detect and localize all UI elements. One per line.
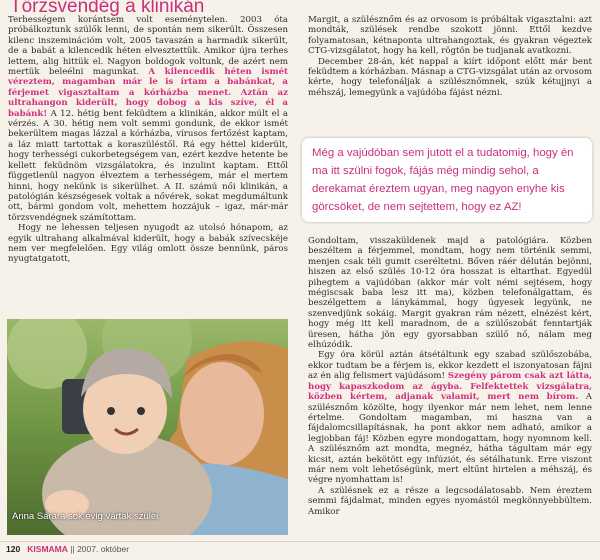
paragraph <box>308 350 592 485</box>
magazine-name: KISMAMA <box>27 544 68 554</box>
body-text: Egy óra körül aztán átsétáltunk egy szabad szülőszobába, ekkor tudtam be a férjem is, ekkor kezdett el iszonyatosan fájni az én alig felismert vajúdásom! <box>308 350 592 382</box>
column-right-top <box>308 15 592 98</box>
page-number: 120 <box>6 544 21 554</box>
paragraph: Hogy ne lehessen teljesen nyugodt az utolsó hónapom, az egyik ultrahang alkalmával kiderült, hogy a babák szívecskéje nem ver megfelelően. Egy világ omlott össze bennünk, páros nyugtatgatott, <box>8 223 288 265</box>
issue-date: 2007. október <box>77 544 130 554</box>
article-title: Törzsvendég a klinikán <box>10 0 205 17</box>
footer-separator: || <box>70 544 75 554</box>
paragraph <box>8 15 288 223</box>
pull-quote-box <box>302 138 592 222</box>
highlight-text: Szegény párom csak azt látta, hogy kapaszkodom az ágyba. Felfektettek vizsgálatra, közben kértem, adjanak valamit, mert nem bírom. <box>308 371 593 403</box>
photo-caption: Anna Sárára sok évig vártak szülei <box>12 511 159 522</box>
footer-divider <box>0 541 600 542</box>
paragraph: Gondoltam, visszaküldenek majd a patológiára. Közben beszéltem a férjemmel, mondtam, hogy nem történik semmi, menjen csak téli gumit cseréltetni. Bőven ráér délután bejönni, hiszen az első szülés 10-12 óra hosszat is eltarthat. Egyedül pihegtem a vajúdóban (akkor már volt némi sejtésem, hogy mégiscsak baba lesz itt ma), közben telefonálgattam, és beszélgettem a lánykámmal, hogy ügyesek legyünk, ne szenvedjünk sokáig. Margit gyakran rám nézett, elnézést kért, hogy még itt kell maradnom, de a szülőszobát fenntartják üresen, hátha jön egy gyorsabban szülő nő, nálam meg elhúzódik. <box>308 236 592 351</box>
pull-quote: Még a vajúdóban sem jutott el a tudatomig, hogy én ma itt szülni fogok, fájás még mindig sehol, a derekamat éreztem ugyan, meg nagyon enyhe kis görcsöket, de nem sejtettem, hogy ez AZ! <box>312 147 574 213</box>
page-footer <box>6 544 129 554</box>
highlight-text: A kilencedik héten ismét véreztem, magamban már le is írtam a babánkat, a férjemet vigasztaltam a kórházba menet. Aztán az ultrahangon kiderült, hogy dobog a kis szíve, él a babánk! <box>8 67 289 119</box>
body-text: A szülésznőm közölte, hogy ilyenkor már nem lehet, nem lenne értelme. Gondoltam magamban, mi haszna van a fájdalomcsillapításnak, ha pont akkor nem adható, amikor a legjobban fáj! Közben egyre mondogattam, hogy nyomnom kell. A szülésznőm azt mondta, megnéz, hátha tágultam már egy kicsit, aztán bekötött egy infúziót, és sétálhatunk. Erre viszont már nem volt lehetőségünk, mert eltűnt hirtelen a méhszáj, és végre nyomhattam is! <box>308 392 592 486</box>
body-text: A 12. hétig bent feküdtem a klinikán, akkor múlt el a vérzés. A 30. hétig nem volt semmi gondunk, de ekkor ismét bekerültem magas lázzal a kórházba, vírusos fertőzést kaptam, a láz miatt tartottak a koraszüléstől. Rá egy héttel kiderült, hogy terhességi cukorbetegségem van, ezért kezdve hetente be kellett feküdnöm vizsgálatokra, és inzulint kaptam. Ettől függetlenül nagyon élveztem a terhességem, már el mertem hinni, hogy nekünk is sikerülhet. A II. számú női klinikán, a patológián készségesek voltak a nővérek, sokat megdumáltunk ott, bármi gondom volt, mehettem hozzájuk – igaz, már-már törzsvendégnek számítottam. <box>8 108 288 223</box>
body-text: Terhességem korántsem volt eseménytelen. 2003 óta próbálkoztunk szülők lenni, de spontán nem sikerült. Összesen kilenc inszeminációm volt, 2005 tavaszán a harmadik sikerült, de a babát a kilencedik héten elvesztettük. Amikor újra terhes lettem, alig hittük el. Nagyon boldogok voltunk, de azért nem mertük beleélni magunkat. <box>8 15 288 78</box>
column-left <box>8 15 288 265</box>
photo-illustration <box>7 319 288 535</box>
mother-baby-photo <box>7 319 288 535</box>
paragraph: Margit, a szülésznőm és az orvosom is próbáltak vigasztalni: azt mondták, szülések rendbe szokott jönni. Ettől kezdve folyamatosan, kétnaponta ultrahangoztak, és gyakran végeztek CTG-vizsgálatot, hogy ha kell, rögtön be tudjanak avatkozni. <box>308 15 592 57</box>
paragraph: A szülésnek ez a része a legcsodálatosabb. Nem éreztem semmi fájdalmat, minden egyes nyomástól megkönnyebbültem. Amikor <box>308 485 592 517</box>
paragraph: December 28-án, két nappal a kiírt időpont előtt már bent feküdtem a kórházban. Másnap a CTG-vizsgálat után az orvosom kérte, hogy telefonáljak a szülésznőmnek, szúk kétujjnyi a méhszáj, lemegyünk a vajúdóba fájást nézni. <box>308 56 592 98</box>
column-right-bottom <box>308 236 592 517</box>
